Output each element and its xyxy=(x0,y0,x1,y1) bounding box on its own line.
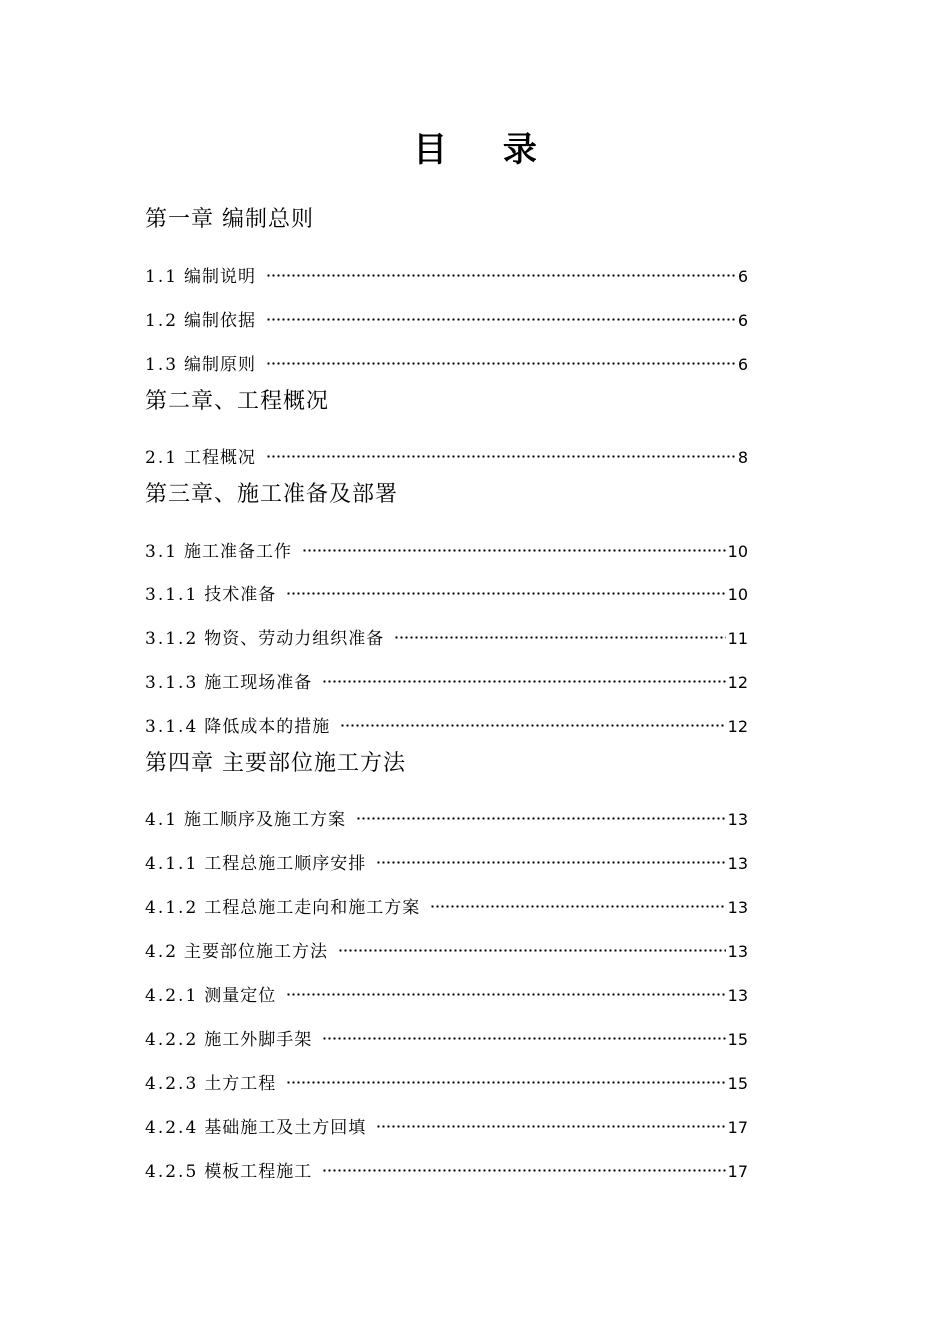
entry-number: 3.1.1 xyxy=(145,585,199,605)
entry-number: 4.2.1 xyxy=(145,986,199,1006)
entry-page-number: 15 xyxy=(727,1074,748,1093)
entry-page-number: 17 xyxy=(727,1162,748,1181)
entry-page-number: 13 xyxy=(727,898,748,917)
entry-label: 测量定位 xyxy=(204,986,277,1006)
toc-entry[interactable] xyxy=(145,1109,748,1138)
toc-entry[interactable] xyxy=(145,576,748,605)
entry-page-number: 6 xyxy=(737,311,748,330)
entry-page-number: 12 xyxy=(727,673,748,692)
entry-page-number: 13 xyxy=(727,810,748,829)
entry-label: 技术准备 xyxy=(204,585,277,605)
entry-label: 土方工程 xyxy=(204,1074,277,1094)
entry-label: 施工外脚手架 xyxy=(204,1030,313,1050)
entry-label: 工程总施工顺序安排 xyxy=(204,854,367,874)
dot-leader xyxy=(286,977,725,1001)
dot-leader xyxy=(266,439,736,463)
entry-number: 4.2 xyxy=(145,942,179,962)
toc-entry[interactable] xyxy=(145,533,748,562)
entry-number: 4.1.1 xyxy=(145,854,199,874)
entry-number: 4.1 xyxy=(145,810,179,830)
entry-number: 1.1 xyxy=(145,267,179,287)
dot-leader xyxy=(322,664,725,688)
toc-entry[interactable] xyxy=(145,933,748,962)
entry-number: 3.1.4 xyxy=(145,717,199,737)
toc-title: 目 录 xyxy=(413,130,559,170)
dot-leader xyxy=(376,845,725,869)
entry-number: 4.2.3 xyxy=(145,1074,199,1094)
entry-label: 物资、劳动力组织准备 xyxy=(204,629,385,649)
entry-number: 1.3 xyxy=(145,355,179,375)
entry-label: 降低成本的措施 xyxy=(204,717,331,737)
entry-number: 3.1.2 xyxy=(145,629,199,649)
chapter-2-heading[interactable]: 第二章、工程概况 xyxy=(145,389,330,414)
toc-entry[interactable] xyxy=(145,346,748,375)
dot-leader xyxy=(356,801,726,825)
toc-entry[interactable] xyxy=(145,977,748,1006)
entry-number: 4.1.2 xyxy=(145,898,199,918)
entry-label: 编制原则 xyxy=(184,355,257,375)
toc-entry[interactable] xyxy=(145,302,748,331)
chapter-1-heading[interactable]: 第一章 编制总则 xyxy=(145,207,314,232)
entry-page-number: 13 xyxy=(727,986,748,1005)
toc-entry[interactable] xyxy=(145,258,748,287)
entry-label: 工程总施工走向和施工方案 xyxy=(204,898,421,918)
entry-number: 2.1 xyxy=(145,448,179,468)
entry-page-number: 17 xyxy=(727,1118,748,1137)
toc-entry[interactable] xyxy=(145,889,748,918)
entry-page-number: 10 xyxy=(727,542,748,561)
entry-page-number: 13 xyxy=(727,942,748,961)
dot-leader xyxy=(286,1065,725,1089)
entry-page-number: 15 xyxy=(727,1030,748,1049)
toc-entry[interactable] xyxy=(145,620,748,649)
dot-leader xyxy=(430,889,725,913)
entry-number: 1.2 xyxy=(145,311,179,331)
toc-entry[interactable] xyxy=(145,1153,748,1182)
entry-label: 工程概况 xyxy=(184,448,257,468)
entry-page-number: 11 xyxy=(727,629,748,648)
entry-number: 4.2.2 xyxy=(145,1030,199,1050)
entry-page-number: 12 xyxy=(727,717,748,736)
entry-page-number: 10 xyxy=(727,585,748,604)
entry-number: 3.1 xyxy=(145,542,179,562)
entry-page-number: 6 xyxy=(737,355,748,374)
entry-number: 3.1.3 xyxy=(145,673,199,693)
entry-page-number: 6 xyxy=(737,267,748,286)
entry-number: 4.2.5 xyxy=(145,1162,199,1182)
dot-leader xyxy=(266,302,736,326)
dot-leader xyxy=(302,533,726,557)
entry-label: 施工准备工作 xyxy=(184,542,293,562)
entry-label: 编制依据 xyxy=(184,311,257,331)
toc-entry[interactable] xyxy=(145,664,748,693)
chapter-4-heading[interactable]: 第四章 主要部位施工方法 xyxy=(145,751,406,776)
dot-leader xyxy=(394,620,725,644)
entry-page-number: 13 xyxy=(727,854,748,873)
dot-leader xyxy=(340,708,725,732)
entry-label: 编制说明 xyxy=(184,267,257,287)
entry-label: 主要部位施工方法 xyxy=(184,942,329,962)
toc-entry[interactable] xyxy=(145,1021,748,1050)
toc-entry[interactable] xyxy=(145,708,748,737)
entry-label: 模板工程施工 xyxy=(204,1162,313,1182)
dot-leader xyxy=(322,1021,725,1045)
entry-label: 施工顺序及施工方案 xyxy=(184,810,347,830)
dot-leader xyxy=(266,258,736,282)
toc-entry[interactable] xyxy=(145,801,748,830)
toc-entry[interactable] xyxy=(145,439,748,468)
chapter-3-heading[interactable]: 第三章、施工准备及部署 xyxy=(145,482,399,507)
dot-leader xyxy=(322,1153,725,1177)
entry-number: 4.2.4 xyxy=(145,1118,199,1138)
dot-leader xyxy=(376,1109,725,1133)
toc-entry[interactable] xyxy=(145,845,748,874)
entry-page-number: 8 xyxy=(737,448,748,467)
entry-label: 基础施工及土方回填 xyxy=(204,1118,367,1138)
dot-leader xyxy=(266,346,736,370)
dot-leader xyxy=(286,576,725,600)
entry-label: 施工现场准备 xyxy=(204,673,313,693)
dot-leader xyxy=(338,933,726,957)
toc-entry[interactable] xyxy=(145,1065,748,1094)
